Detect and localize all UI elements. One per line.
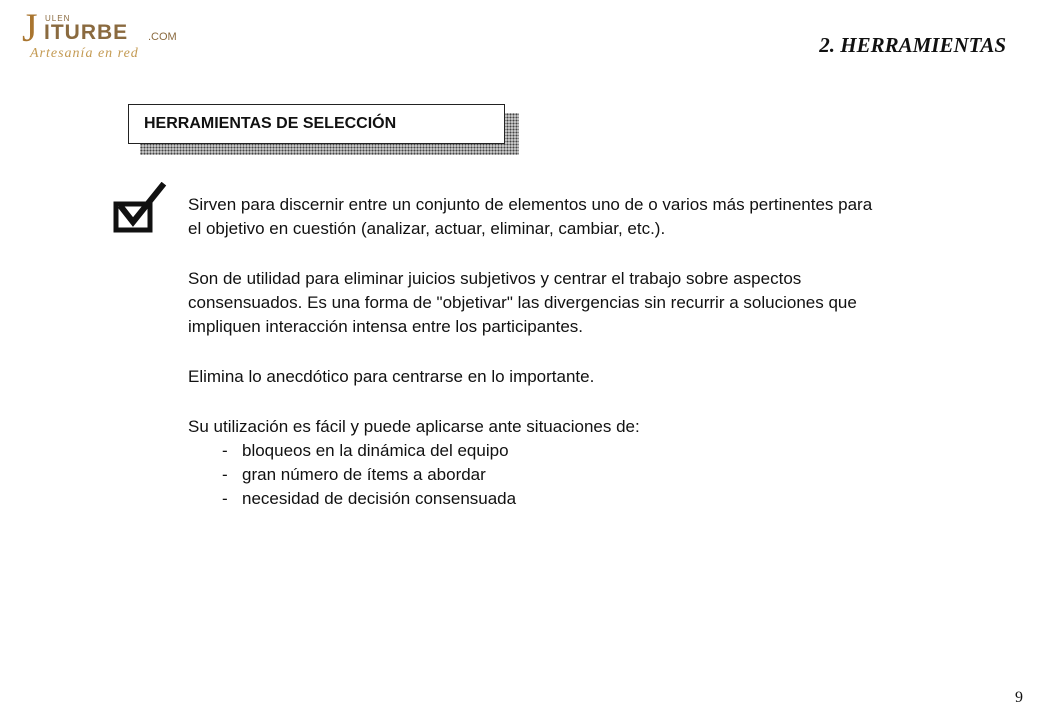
logo-tagline: Artesanía en red (30, 46, 139, 61)
bullet-dash: - (222, 441, 228, 460)
bullet-dash: - (222, 465, 228, 484)
logo-initial: J (22, 5, 38, 50)
paragraph: Elimina lo anecdótico para centrarse en lo importante. (188, 367, 595, 386)
list-item-text: bloqueos en la dinámica del equipo (242, 441, 509, 460)
section-title: 2. HERRAMIENTAS (819, 33, 1006, 57)
bullet-dash: - (222, 489, 228, 508)
logo-name: ITURBE (44, 21, 129, 44)
list-item (188, 487, 888, 511)
paragraph: Su utilización es fácil y puede aplicarse ante situaciones de: (188, 417, 640, 436)
list-item-text: gran número de ítems a abordar (242, 465, 486, 484)
logo-prefix: ULEN (45, 14, 71, 23)
paragraph: Sirven para discernir entre un conjunto de elementos uno de o varios más pertinentes para el objetivo en cuestión (analizar, actuar, eliminar, cambiar, etc.). (188, 195, 873, 238)
logo (22, 5, 192, 61)
logo-suffix: .COM (148, 31, 177, 43)
page-number: 9 (1015, 689, 1023, 706)
body-text (188, 193, 888, 511)
list-item (188, 439, 888, 463)
list-item (188, 463, 888, 487)
section-box (128, 104, 505, 144)
bullet-list (188, 439, 888, 511)
checkbox-check-icon (112, 182, 172, 238)
list-item-text: necesidad de decisión consensuada (242, 489, 517, 508)
paragraph: Son de utilidad para eliminar juicios subjetivos y centrar el trabajo sobre aspectos consensuados. Es una forma de "objetivar" las divergencias sin recurrir a soluciones que impliquen interacción intensa entre los participantes. (188, 269, 857, 336)
section-box-label: HERRAMIENTAS DE SELECCIÓN (144, 115, 397, 132)
